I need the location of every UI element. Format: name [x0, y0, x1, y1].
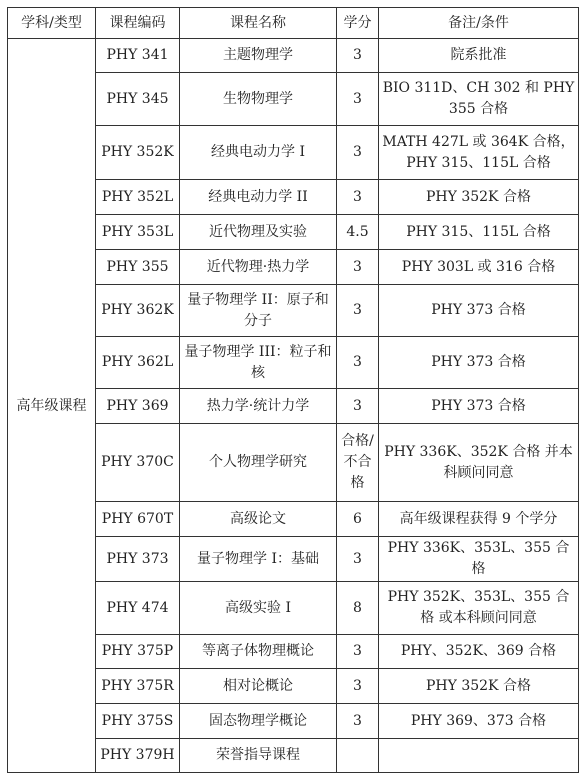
course-credits: 3	[337, 537, 379, 582]
course-credits: 3	[337, 250, 379, 285]
course-note: PHY 315、115L 合格	[379, 215, 579, 250]
course-name: 高级论文	[180, 502, 337, 537]
course-code: PHY 352K	[96, 126, 180, 180]
course-note: 院系批准	[379, 39, 579, 73]
course-name: 主题物理学	[180, 39, 337, 73]
course-name: 个人物理学研究	[180, 424, 337, 502]
category-cell: 高年级课程	[8, 39, 96, 773]
course-code: PHY 375P	[96, 635, 180, 669]
table-body	[8, 39, 579, 773]
course-credits: 8	[337, 582, 379, 635]
course-credits: 3	[337, 39, 379, 73]
course-note: PHY 373 合格	[379, 285, 579, 337]
course-credits: 3	[337, 73, 379, 126]
course-note	[379, 739, 579, 773]
course-note: PHY 373 合格	[379, 337, 579, 389]
course-note: PHY 352K、353L、355 合格 或本科顾问同意	[379, 582, 579, 635]
header-row	[8, 8, 579, 39]
course-name: 荣誉指导课程	[180, 739, 337, 773]
course-name: 固态物理学概论	[180, 704, 337, 739]
course-code: PHY 352L	[96, 180, 180, 215]
course-code: PHY 474	[96, 582, 180, 635]
course-name: 等离子体物理概论	[180, 635, 337, 669]
course-code: PHY 670T	[96, 502, 180, 537]
header-notes: 备注/条件	[379, 8, 579, 39]
course-code: PHY 375R	[96, 669, 180, 704]
table-row	[8, 39, 579, 73]
course-name: 量子物理学 I：基础	[180, 537, 337, 582]
course-credits: 3	[337, 704, 379, 739]
course-note: PHY 352K 合格	[379, 180, 579, 215]
course-credits	[337, 739, 379, 773]
course-note: PHY 373 合格	[379, 389, 579, 424]
course-code: PHY 353L	[96, 215, 180, 250]
course-note: PHY 352K 合格	[379, 669, 579, 704]
table-header	[8, 8, 579, 39]
course-name: 经典电动力学 II	[180, 180, 337, 215]
course-note: PHY 336K、352K 合格 并本科顾问同意	[379, 424, 579, 502]
course-note: PHY 303L 或 316 合格	[379, 250, 579, 285]
course-name: 生物物理学	[180, 73, 337, 126]
course-credits: 3	[337, 180, 379, 215]
course-code: PHY 370C	[96, 424, 180, 502]
course-note: PHY 336K、353L、355 合格	[379, 537, 579, 582]
course-name: 量子物理学 III：粒子和核	[180, 337, 337, 389]
course-credits: 6	[337, 502, 379, 537]
course-name: 热力学·统计力学	[180, 389, 337, 424]
course-name: 相对论概论	[180, 669, 337, 704]
course-table	[7, 7, 579, 773]
course-name: 量子物理学 II：原子和分子	[180, 285, 337, 337]
course-code: PHY 341	[96, 39, 180, 73]
course-code: PHY 369	[96, 389, 180, 424]
course-code: PHY 362L	[96, 337, 180, 389]
course-name: 近代物理及实验	[180, 215, 337, 250]
course-credits: 合格/不合格	[337, 424, 379, 502]
course-note: 高年级课程获得 9 个学分	[379, 502, 579, 537]
course-code: PHY 375S	[96, 704, 180, 739]
course-note: PHY 369、373 合格	[379, 704, 579, 739]
course-credits: 3	[337, 669, 379, 704]
course-credits: 3	[337, 285, 379, 337]
header-credits: 学分	[337, 8, 379, 39]
course-credits: 3	[337, 389, 379, 424]
header-course-name: 课程名称	[180, 8, 337, 39]
course-credits: 3	[337, 337, 379, 389]
course-code: PHY 379H	[96, 739, 180, 773]
course-code: PHY 355	[96, 250, 180, 285]
course-credits: 4.5	[337, 215, 379, 250]
course-name: 经典电动力学 I	[180, 126, 337, 180]
course-name: 近代物理·热力学	[180, 250, 337, 285]
header-category: 学科/类型	[8, 8, 96, 39]
course-code: PHY 362K	[96, 285, 180, 337]
course-code: PHY 373	[96, 537, 180, 582]
course-code: PHY 345	[96, 73, 180, 126]
course-credits: 3	[337, 635, 379, 669]
course-note: MATH 427L 或 364K 合格，PHY 315、115L 合格	[379, 126, 579, 180]
course-credits: 3	[337, 126, 379, 180]
course-name: 高级实验 I	[180, 582, 337, 635]
header-course-code: 课程编码	[96, 8, 180, 39]
course-note: BIO 311D、CH 302 和 PHY 355 合格	[379, 73, 579, 126]
course-note: PHY、352K、369 合格	[379, 635, 579, 669]
